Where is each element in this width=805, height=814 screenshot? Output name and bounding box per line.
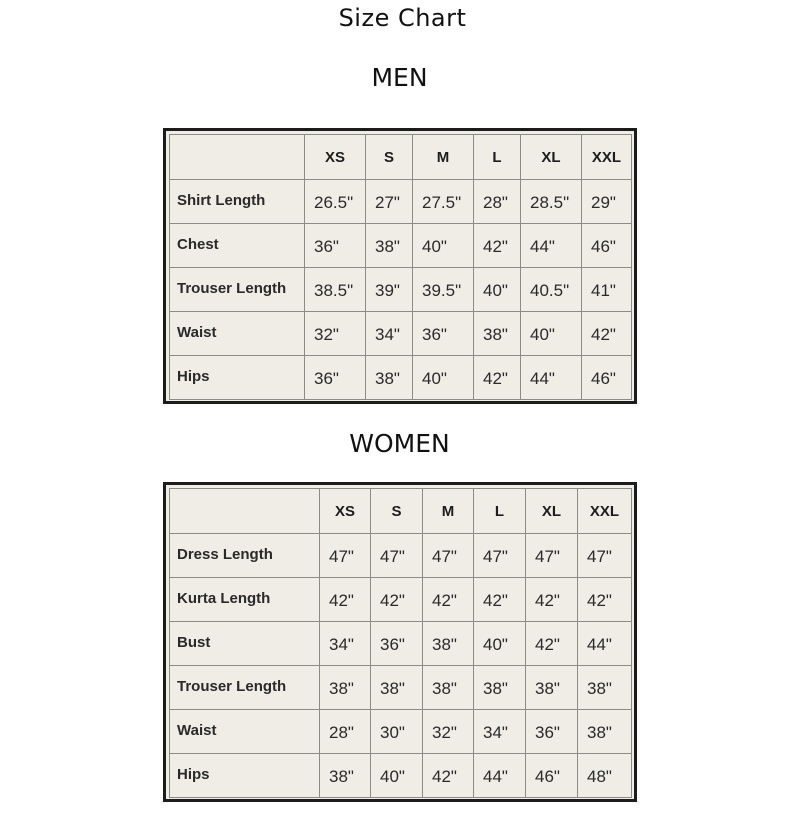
measurement-value: 28" bbox=[474, 180, 521, 224]
measurement-value: 39" bbox=[366, 268, 413, 312]
measurement-value: 40" bbox=[474, 622, 526, 666]
measurement-value: 38.5" bbox=[305, 268, 366, 312]
table-row bbox=[170, 312, 632, 356]
measurement-label: Hips bbox=[170, 754, 320, 798]
women-size-table-frame bbox=[163, 482, 637, 802]
table-row bbox=[170, 356, 632, 400]
size-header: XS bbox=[320, 489, 371, 534]
measurement-value: 38" bbox=[423, 666, 474, 710]
size-header: XL bbox=[521, 135, 582, 180]
measurement-value: 42" bbox=[578, 578, 632, 622]
measurement-value: 32" bbox=[305, 312, 366, 356]
measurement-value: 38" bbox=[474, 312, 521, 356]
table-row bbox=[170, 710, 632, 754]
size-header: M bbox=[413, 135, 474, 180]
size-header: S bbox=[366, 135, 413, 180]
measurement-value: 44" bbox=[474, 754, 526, 798]
size-header: XXL bbox=[582, 135, 632, 180]
measurement-label: Waist bbox=[170, 710, 320, 754]
measurement-label: Bust bbox=[170, 622, 320, 666]
measurement-value: 47" bbox=[474, 534, 526, 578]
measurement-value: 36" bbox=[305, 356, 366, 400]
table-row bbox=[170, 534, 632, 578]
measurement-value: 47" bbox=[423, 534, 474, 578]
measurement-label: Chest bbox=[170, 224, 305, 268]
measurement-value: 28.5" bbox=[521, 180, 582, 224]
table-row bbox=[170, 622, 632, 666]
measurement-value: 28" bbox=[320, 710, 371, 754]
measurement-label: Trouser Length bbox=[170, 268, 305, 312]
corner-cell bbox=[170, 135, 305, 180]
men-section-title: MEN bbox=[371, 63, 428, 92]
size-header: XS bbox=[305, 135, 366, 180]
page-title: Size Chart bbox=[338, 4, 467, 32]
measurement-value: 42" bbox=[474, 356, 521, 400]
measurement-value: 38" bbox=[320, 754, 371, 798]
men-size-table bbox=[169, 134, 632, 400]
measurement-value: 38" bbox=[366, 356, 413, 400]
measurement-label: Waist bbox=[170, 312, 305, 356]
measurement-value: 29" bbox=[582, 180, 632, 224]
measurement-value: 42" bbox=[474, 578, 526, 622]
measurement-value: 42" bbox=[423, 754, 474, 798]
measurement-value: 38" bbox=[320, 666, 371, 710]
measurement-value: 47" bbox=[526, 534, 578, 578]
measurement-value: 38" bbox=[578, 710, 632, 754]
measurement-value: 34" bbox=[474, 710, 526, 754]
measurement-value: 38" bbox=[578, 666, 632, 710]
measurement-value: 47" bbox=[320, 534, 371, 578]
measurement-value: 40" bbox=[413, 356, 474, 400]
table-row bbox=[170, 754, 632, 798]
measurement-value: 34" bbox=[320, 622, 371, 666]
measurement-value: 32" bbox=[423, 710, 474, 754]
measurement-value: 40" bbox=[474, 268, 521, 312]
table-row bbox=[170, 268, 632, 312]
measurement-value: 46" bbox=[582, 356, 632, 400]
measurement-value: 36" bbox=[526, 710, 578, 754]
measurement-value: 42" bbox=[423, 578, 474, 622]
measurement-value: 44" bbox=[578, 622, 632, 666]
measurement-value: 40" bbox=[521, 312, 582, 356]
measurement-value: 41" bbox=[582, 268, 632, 312]
measurement-value: 46" bbox=[582, 224, 632, 268]
measurement-value: 40.5" bbox=[521, 268, 582, 312]
measurement-value: 30" bbox=[371, 710, 423, 754]
measurement-value: 40" bbox=[413, 224, 474, 268]
women-header-row bbox=[170, 489, 632, 534]
measurement-value: 40" bbox=[371, 754, 423, 798]
women-section-title: WOMEN bbox=[349, 429, 450, 458]
size-header: S bbox=[371, 489, 423, 534]
table-row bbox=[170, 578, 632, 622]
measurement-value: 34" bbox=[366, 312, 413, 356]
measurement-value: 27" bbox=[366, 180, 413, 224]
measurement-value: 42" bbox=[474, 224, 521, 268]
size-header: XL bbox=[526, 489, 578, 534]
measurement-value: 36" bbox=[371, 622, 423, 666]
measurement-value: 38" bbox=[371, 666, 423, 710]
measurement-value: 39.5" bbox=[413, 268, 474, 312]
measurement-value: 38" bbox=[526, 666, 578, 710]
measurement-value: 26.5" bbox=[305, 180, 366, 224]
size-header: XXL bbox=[578, 489, 632, 534]
measurement-value: 48" bbox=[578, 754, 632, 798]
women-size-table bbox=[169, 488, 632, 798]
measurement-value: 38" bbox=[366, 224, 413, 268]
measurement-label: Hips bbox=[170, 356, 305, 400]
measurement-value: 36" bbox=[305, 224, 366, 268]
measurement-value: 47" bbox=[371, 534, 423, 578]
measurement-value: 46" bbox=[526, 754, 578, 798]
measurement-value: 27.5" bbox=[413, 180, 474, 224]
measurement-label: Trouser Length bbox=[170, 666, 320, 710]
table-row bbox=[170, 180, 632, 224]
measurement-value: 42" bbox=[526, 622, 578, 666]
size-header: L bbox=[474, 489, 526, 534]
measurement-value: 38" bbox=[423, 622, 474, 666]
measurement-label: Shirt Length bbox=[170, 180, 305, 224]
men-size-table-frame bbox=[163, 128, 637, 404]
measurement-value: 36" bbox=[413, 312, 474, 356]
measurement-value: 47" bbox=[578, 534, 632, 578]
size-header: L bbox=[474, 135, 521, 180]
table-row bbox=[170, 666, 632, 710]
measurement-label: Dress Length bbox=[170, 534, 320, 578]
measurement-value: 42" bbox=[526, 578, 578, 622]
measurement-label: Kurta Length bbox=[170, 578, 320, 622]
measurement-value: 44" bbox=[521, 224, 582, 268]
table-row bbox=[170, 224, 632, 268]
corner-cell bbox=[170, 489, 320, 534]
measurement-value: 42" bbox=[320, 578, 371, 622]
measurement-value: 44" bbox=[521, 356, 582, 400]
measurement-value: 42" bbox=[582, 312, 632, 356]
men-header-row bbox=[170, 135, 632, 180]
size-header: M bbox=[423, 489, 474, 534]
measurement-value: 42" bbox=[371, 578, 423, 622]
measurement-value: 38" bbox=[474, 666, 526, 710]
